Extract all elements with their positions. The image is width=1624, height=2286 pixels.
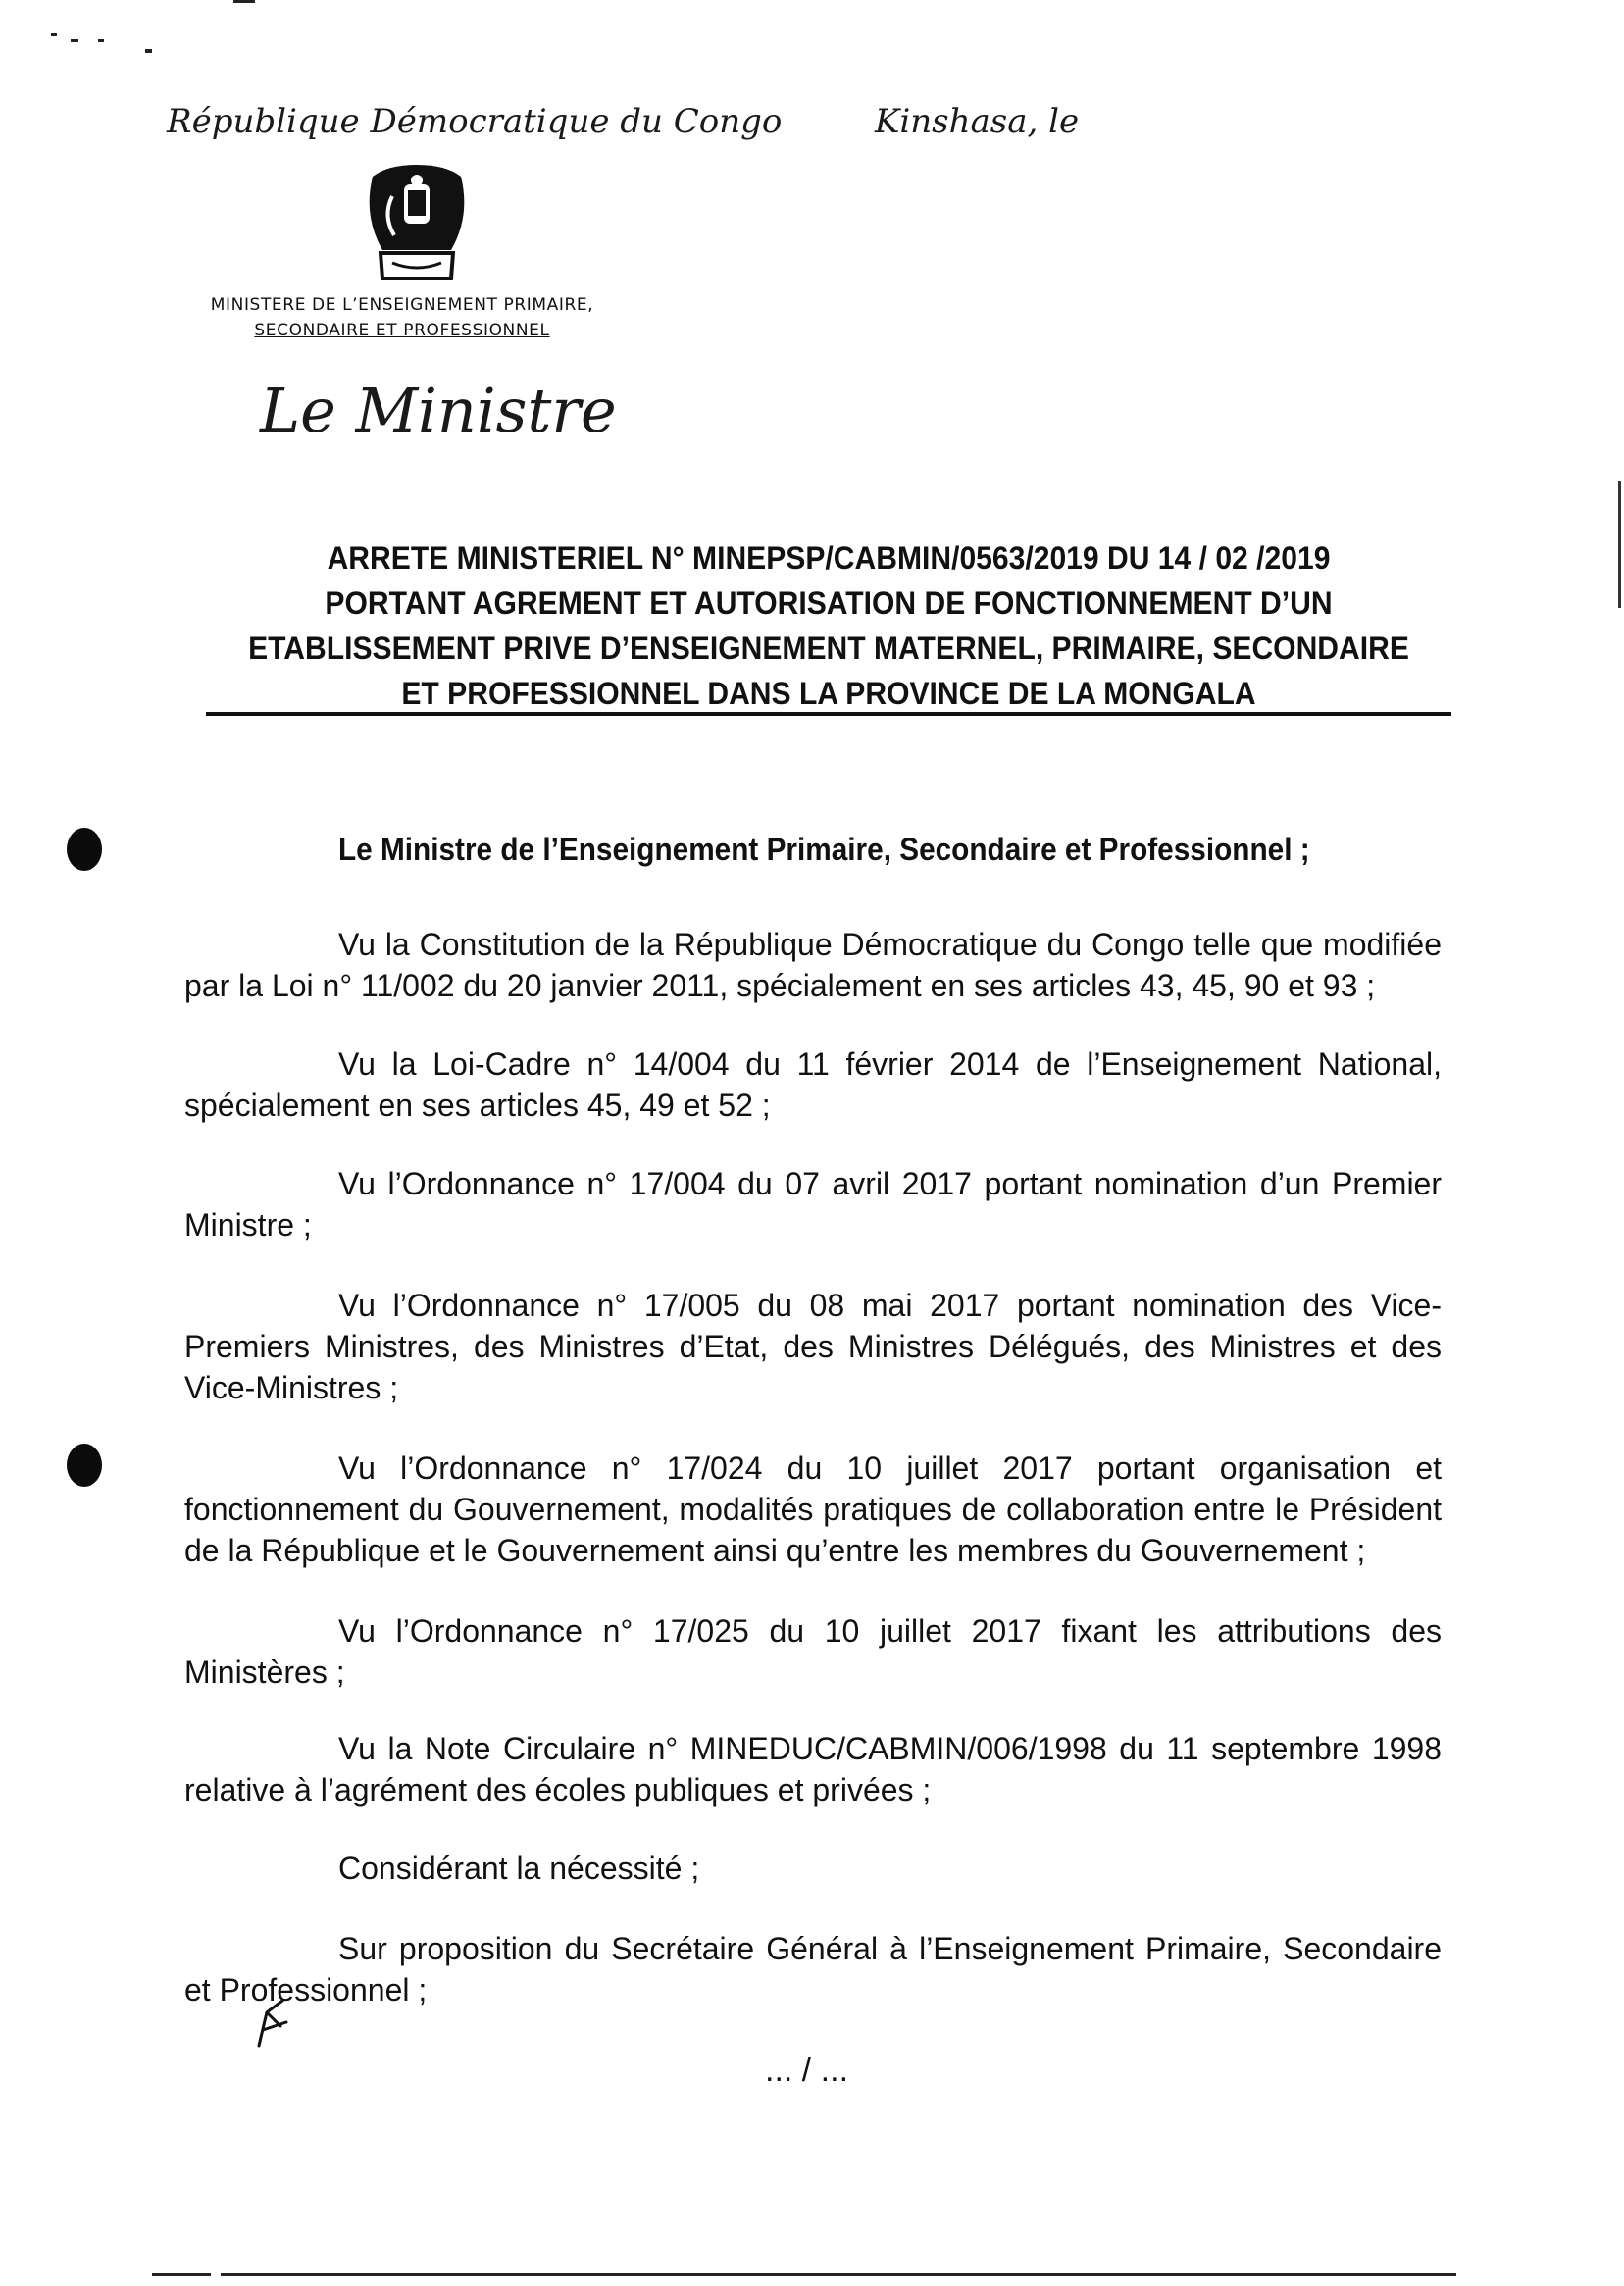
recital-paragraph: Vu l’Ordonnance n° 17/004 du 07 avril 2017 portant nomination d’un Premier Ministre ; [184,1166,1442,1243]
drc-coat-of-arms-icon [353,157,481,284]
ministry-line-1: MINISTERE DE L’ENSEIGNEMENT PRIMAIRE, [210,295,594,315]
footer-dash [152,2273,211,2276]
scan-edge-mark [1618,481,1621,608]
country-name: République Démocratique du Congo [167,102,783,141]
scan-speck [145,49,152,53]
ministry-name [147,292,657,343]
place-date-line: Kinshasa, le [875,102,1080,141]
decree-title-line-1: ARRETE MINISTERIEL N° MINEPSP/CABMIN/0563/2019 DU 14 / 02 /2019 [327,540,1331,576]
footer-rule [221,2273,1456,2276]
decree-title [234,535,1424,716]
scan-speck [233,0,255,3]
recital-paragraph: Vu l’Ordonnance n° 17/005 du 08 mai 2017 portant nomination des Vice-Premiers Ministres, des Ministres d’Etat, des Ministres Délégués, des Ministres et des Vice-Ministres ; [184,1288,1442,1405]
decree-title-line-4: ET PROFESSIONNEL DANS LA PROVINCE DE LA MONGALA [401,676,1256,711]
recital-paragraph: Vu la Loi-Cadre n° 14/004 du 11 février 2014 de l’Enseignement National, spécialement en ses articles 45, 49 et 52 ; [184,1046,1442,1123]
page-continuation-mark: ... / ... [765,2052,849,2089]
recital-paragraph: Vu la Constitution de la République Démocratique du Congo telle que modifiée par la Loi n° 11/002 du 20 janvier 2011, spécialement en ses articles 43, 45, 90 et 93 ; [184,927,1442,1003]
ministry-line-2: SECONDAIRE ET PROFESSIONNEL [254,321,550,340]
recital-paragraph: Vu l’Ordonnance n° 17/025 du 10 juillet 2017 fixant les attributions des Ministères ; [184,1613,1442,1690]
scan-speck [98,39,104,42]
recital-paragraph: Vu l’Ordonnance n° 17/024 du 10 juillet 2017 portant organisation et fonctionnement du Gouvernement, modalités pratiques de collaboration entre le Président de la République et le Gouvernement ainsi qu’entre les membres du Gouvernement ; [184,1450,1442,1568]
handwritten-initial-icon [253,1993,292,2048]
decree-title-line-3: ETABLISSEMENT PRIVE D’ENSEIGNEMENT MATERNEL, PRIMAIRE, SECONDAIRE [248,631,1409,666]
punch-hole-mark [67,1444,102,1487]
title-underline [206,712,1451,716]
recital-paragraph: Sur proposition du Secrétaire Général à l’Enseignement Primaire, Secondaire et Professionnel ; [184,1931,1442,2007]
scan-speck [71,39,78,42]
recital-paragraph: Vu la Note Circulaire n° MINEDUC/CABMIN/006/1998 du 11 septembre 1998 relative à l’agrément des écoles publiques et privées ; [184,1731,1442,1807]
scan-speck [51,33,57,36]
addressee: Le Ministre de l’Enseignement Primaire, Secondaire et Professionnel ; [338,832,1310,867]
decree-title-line-2: PORTANT AGREMENT ET AUTORISATION DE FONCTIONNEMENT D’UN [325,585,1333,621]
punch-hole-mark [67,828,102,871]
recital-paragraph: Considérant la nécessité ; [338,1851,700,1886]
minister-heading: Le Ministre [260,375,617,446]
